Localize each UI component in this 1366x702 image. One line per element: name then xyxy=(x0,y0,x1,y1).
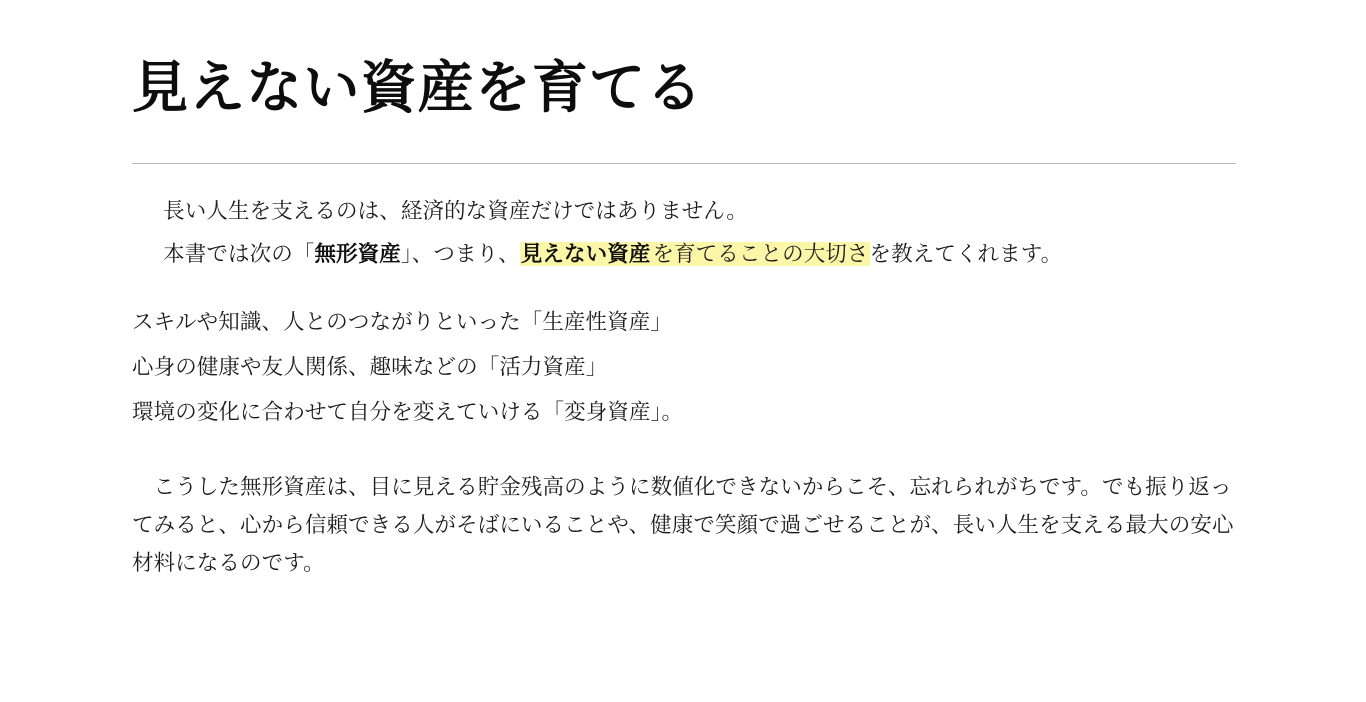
lead-line-2-highlight-rest: を育てることの大切さ xyxy=(652,241,869,266)
title-divider xyxy=(132,163,1236,164)
closing-paragraph-block xyxy=(132,468,1236,583)
asset-list-block xyxy=(132,305,1236,429)
lead-line-2-part-c: を教えてくれます。 xyxy=(869,241,1063,266)
page-title: 見えない資産を育てる xyxy=(132,58,704,120)
lead-line-2-part-b: 」、つまり、 xyxy=(400,241,520,266)
list-item: 環境の変化に合わせて自分を変えていける「変身資産」。 xyxy=(132,399,684,424)
lead-line-2-highlight-bold: 見えない資産 xyxy=(520,241,651,266)
list-item: 心身の健康や友人関係、趣味などの「活力資産」 xyxy=(132,355,608,380)
lead-line-2-part-a: 本書では次の「 xyxy=(163,241,315,266)
closing-paragraph: こうした無形資産は、目に見える貯金残高のように数値化できないからこそ、忘れられがちです。でも振り返ってみると、心から信頼できる人がそばにいることや、健康で笑顔で過ごせることが、長い人生を支える最大の安心材料になるのです。 xyxy=(132,474,1234,576)
lead-line-2 xyxy=(132,237,1236,272)
lead-line-2-bold-term: 無形資産 xyxy=(314,241,401,266)
document-body xyxy=(132,194,1236,583)
list-item: スキルや知識、人とのつながりといった「生産性資産」 xyxy=(132,310,672,335)
lead-line-1: 長い人生を支えるのは、経済的な資産だけではありません。 xyxy=(163,198,748,223)
lead-paragraph-block xyxy=(132,194,1236,272)
